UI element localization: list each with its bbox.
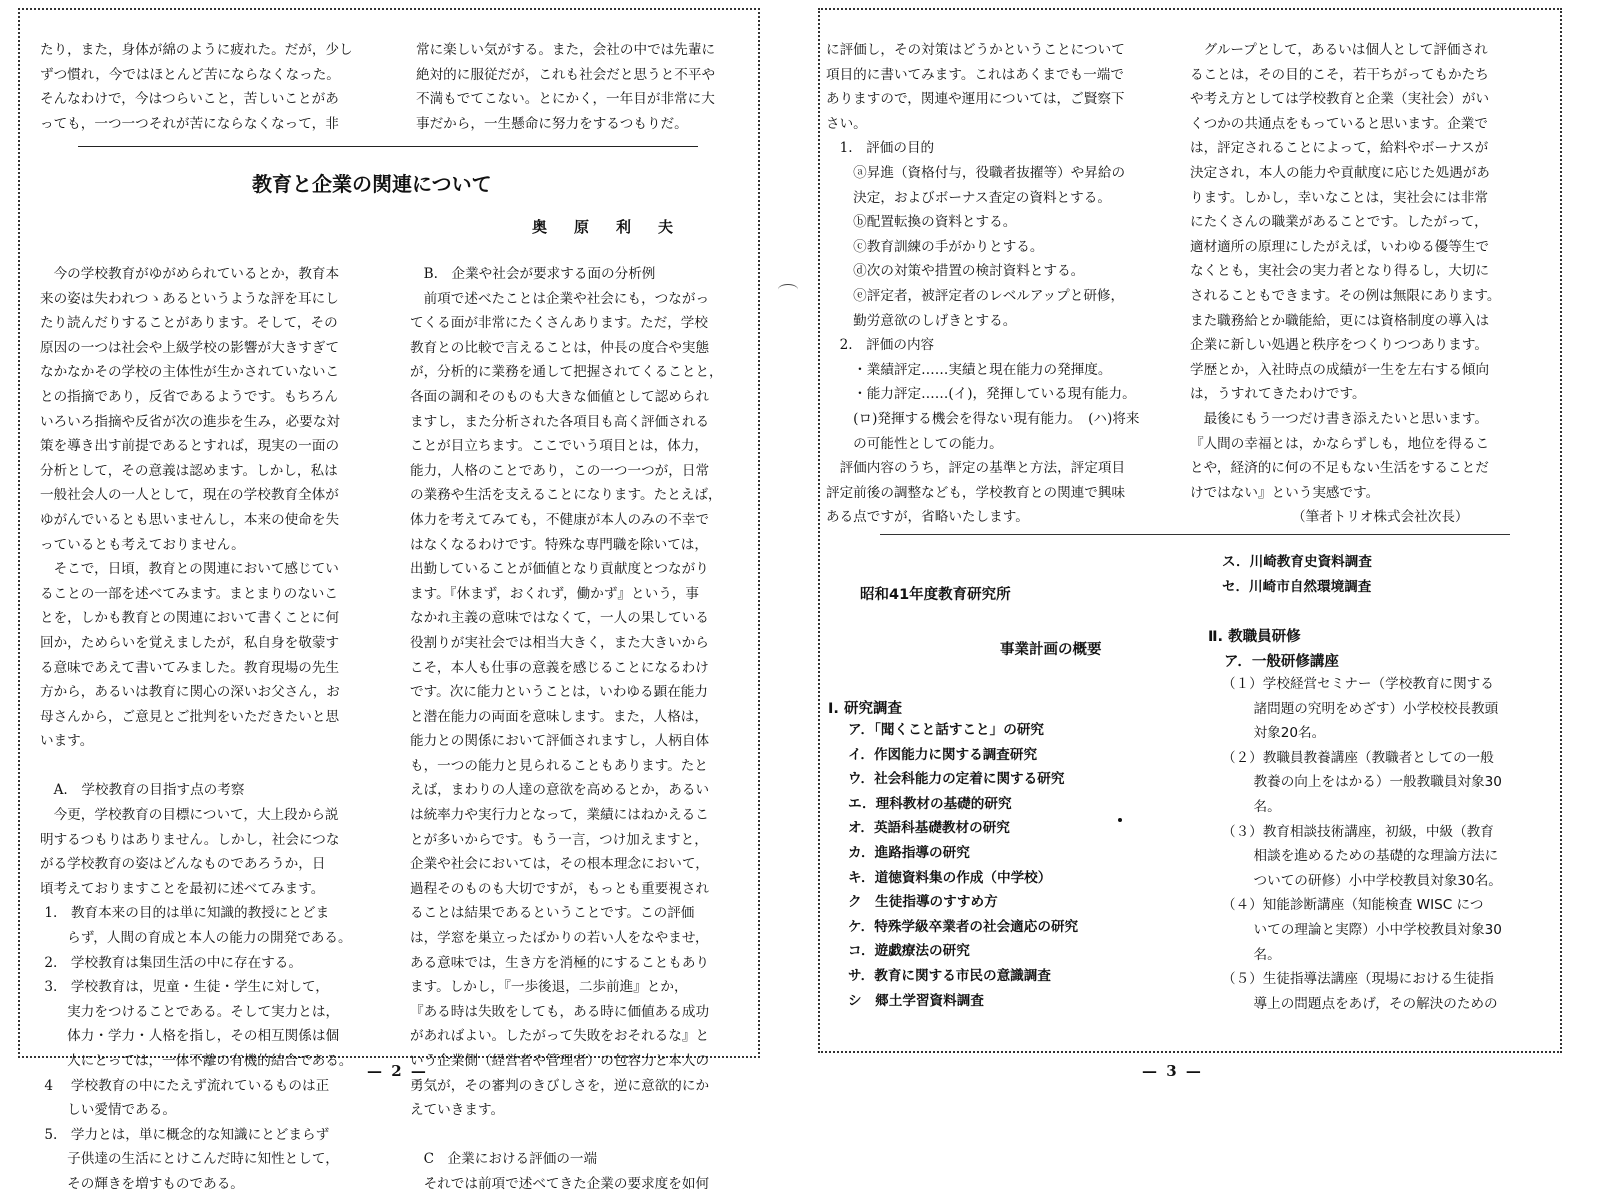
p3-top-left-text: に評価し，その対策はどうかということについて 項目的に書いてみます。これはあくまでも一端で ありますので，関連や運用については，ご賢察下 さい。 1. 評価の目的 ⓐ昇進（資格付与，役職者抜擢等）や昇給の 決定，およびボーナス査定の資料とする。 ⓑ配置転換の資料とする。 ⓒ教育訓練の手がかりとする。 ⓓ次の対策や措置の検討資料とする。 ⓔ評定者，被評定者のレベルアップと研修， 勤労意欲のしげきとする。 2. 評価の内容 ・業績評定……実績と現在能力の発揮度。 ・能力評定……(イ)，発揮している現有能力。 (ロ)発揮する機会を得ない現有能力。 (ハ)将来 の可能性としての能力。 評価内容のうち，評定の基準と方法，評定項目 評定前後の調整なども，学校教育との関連で興味 ある点ですが，省略いたします。 (826, 42, 1140, 526)
plan-subtitle-year: 昭和41年度教育研究所 (860, 587, 1011, 603)
section-research-heading: Ⅰ. 研究調査 (828, 701, 902, 717)
p2-top-right-text: 常に楽しい気がする。また，会社の中では先輩に 絶対的に服従だが，これも社会だと思うと不平や 不満もでてこない。とにかく，一年目が非常に大 事だから，一生懸命に努力をするつもりだ。 (416, 42, 716, 132)
p2-top-left-text: たり，また，身体が綿のように疲れた。だが，少し ずつ慣れ，今ではほとんど苦にならなくなった。 そんなわけで，今はつらいこと，苦しいことがあ っても，一つ一つそれが苦にならなくなって，非 (40, 42, 353, 132)
p3-divider (880, 534, 1510, 535)
p3-top-right-text: グループとして，あるいは個人として評価され ることは，その目的こそ，若干ちがってもかたち や考え方としては学校教育と企業（実社会）がい くつかの共通点をもっていると思います。企業で は，評定されることによって，給料やボーナスが 決定され，本人の能力や貢献度に応じた処遇があ ります。しかし，幸いなことは，実社会には非常 にたくさんの職業があることです。したがって， 適材適所の原理にしたがえば，いわゆる優等生で なくとも，実社会の実力者となり得るし，大切に されることもできます。その例は無限にあります。 また職務給とか職能給，更には資格制度の導入は 企業に新しい処遇と秩序をつくりつつあります。 学歴とか，入社時点の成績が一生を左右する傾向 は，うすれてきたわけです。 最後にもう一つだけ書き添えたいと思います。 『人間の幸福とは，かならずしも，地位を得るこ とや，経済的に何の不足もない生活をすることだ けではない』という実感です。 （筆者トリオ株式会社次長） (1190, 42, 1501, 526)
section-training-heading: Ⅱ. 教職員研修 (1208, 629, 1301, 645)
stray-dot (1118, 818, 1122, 822)
article-author: 奥原利夫 (532, 218, 701, 236)
p2-divider (78, 146, 698, 147)
article-title: 教育と企業の関連について (252, 172, 492, 196)
binding-mark (778, 284, 798, 295)
plan-title: 事業計画の概要 (1000, 642, 1102, 658)
section-training-subheading: ア．一般研修講座 (1224, 654, 1339, 670)
section-research-items-cont: ス．川崎教育史資料調査 セ．川崎市自然環境調査 (1222, 554, 1372, 595)
page-number-3: — 3 — (1142, 1062, 1203, 1080)
section-research-items: ア．「聞くこと話すこと」の研究 イ．作図能力に関する調査研究 ウ．社会科能力の定着に関する研究 エ．理科教材の基礎的研究 オ．英語科基礎教材の研究 カ．進路指導の研究 キ．道徳資料集の作成（中学校） ク 生徒指導のすすめ方 ケ．特殊学級卒業者の社会適応の研究 コ．遊戯療法の研究 サ．教育に関する市民の意識調査 シ 郷土学習資料調査 (848, 722, 1079, 1009)
p2-body-left: 今の学校教育がゆがめられているとか，教育本 来の姿は失われつゝあるというような評を耳にし たり読んだりすることがあります。そして，その 原因の一つは社会や上級学校の影響が大きすぎて なかなかその学校の主体性が生かされていないこ との指摘であり，反省であるようです。もちろん いろいろ指摘や反省が次の進歩を生み，必要な対 策を導き出す前提であるとすれば，現実の一面の 分析として，その意義は認めます。しかし，私は 一般社会人の一人として，現在の学校教育全体が ゆがんでいるとも思いませんし，本来の使命を失 っているとも考えておりません。 そこで，日頃，教育との関連において感じてい ることの一部を述べてみます。まとまりのないこ とを，しかも教育との関連において書くことに何 回か，ためらいを覚えましたが，私自身を敬蒙す る意味であえて書いてみました。教育現場の先生 方から，あるいは教育に関心の深いお父さん，お 母さんから，ご意見とご批判をいただきたいと思 います。 A. 学校教育の目指す点の考察 今更，学校教育の目標について，大上段から説 明するつもりはありません。しかし，社会につな がる学校教育の姿はどんなものであろうか，日 頃考えておりますことを最初に述べてみます。 1. 教育本来の目的は単に知識的教授にとどま らず，人間の育成と本人の能力の開発である。 2. 学校教育は集団生活の中に存在する。 3. 学校教育は，児童・生徒・学生に対して， 実力をつけることである。そして実力とは， 体力・学力・人格を指し，その相互関係は個 人にとっては，一体不離の有機的結合である。 4 学校教育の中にたえず流れているものは正 しい愛情である。 5. 学力とは，単に概念的な知識にとどまらず 子供達の生活にとけこんだ時に知性として， その輝きを増すものである。 (40, 266, 353, 1192)
section-training-items: （１）学校経営セミナー（学校教育に関する 諸問題の究明をめざす）小学校校長教頭 対象20名。 （２）教職員教養講座（教職者としての一般 教養の向上をはかる）一般教職員対象30 名。 （３）教育相談技術講座，初級，中級（教育 相談を進めるための基礎的な理論方法に ついての研修）小中学校教員対象30名。 （４）知能診断講座（知能検査 WISC につ いての理論と実際）小中学校教員対象30 名。 （５）生徒指導法講座（現場における生徒指 導上の問題点をあげ，その解決のための (1222, 676, 1502, 1012)
p2-body-right: B. 企業や社会が要求する面の分析例 前項で述べたことは企業や社会にも，つながっ てくる面が非常にたくさんあります。ただ，学校 教育との比較で言えることは，仲長の度合や実態 が，分析的に業務を通して把握されてくることと， 各面の調和そのものも大きな価値として認められ ますし，また分析された各項目も高く評価される ことが目立ちます。ここでいう項目とは，体力， 能力，人格のことであり，この一つ一つが，日常 の業務や生活を支えることになります。たとえば， 体力を考えてみても，不健康が本人のみの不幸で はなくなるわけです。特殊な専門職を除いては， 出勤していることが価値となり貢献度とつながり ます。『休まず，おくれず，働かず』という，事 なかれ主義の意味ではなくて，一人の果している 役割りが実社会では相当大きく，また大きいから こそ，本人も仕事の意義を感じることになるわけ です。次に能力ということは，いわゆる顕在能力 と潜在能力の両面を意味します。また，人格は， 能力との関係において評価されますし，人柄自体 も，一つの能力と見られることもあります。たと えば，まわりの人達の意欲を高めるとか，あるい は統率力や実行力となって，業績にはねかえるこ とが多いからです。もう一言，つけ加えますと， 企業や社会においては，その根本理念において， 過程そのものも大切ですが，もっとも重要視され ることは結果であるということです。この評価 は，学窓を巣立ったばかりの若い人をなやませ， ある意味では，生き方を消極的にすることもあり ます。しかし，『一歩後退，二歩前進』とか， 『ある時は失敗をしても，ある時に価値ある成功 があればよい。したがって失敗をおそれるな』と いう企業側（経営者や管理者）の包容力と本人の 勇気が，その審判のきびしさを，逆に意欲的にか えていきます。 C 企業における評価の一端 それでは前項で述べてきた企業の要求度を如何 (410, 266, 723, 1192)
page-number-2: — 2 — (367, 1062, 428, 1080)
